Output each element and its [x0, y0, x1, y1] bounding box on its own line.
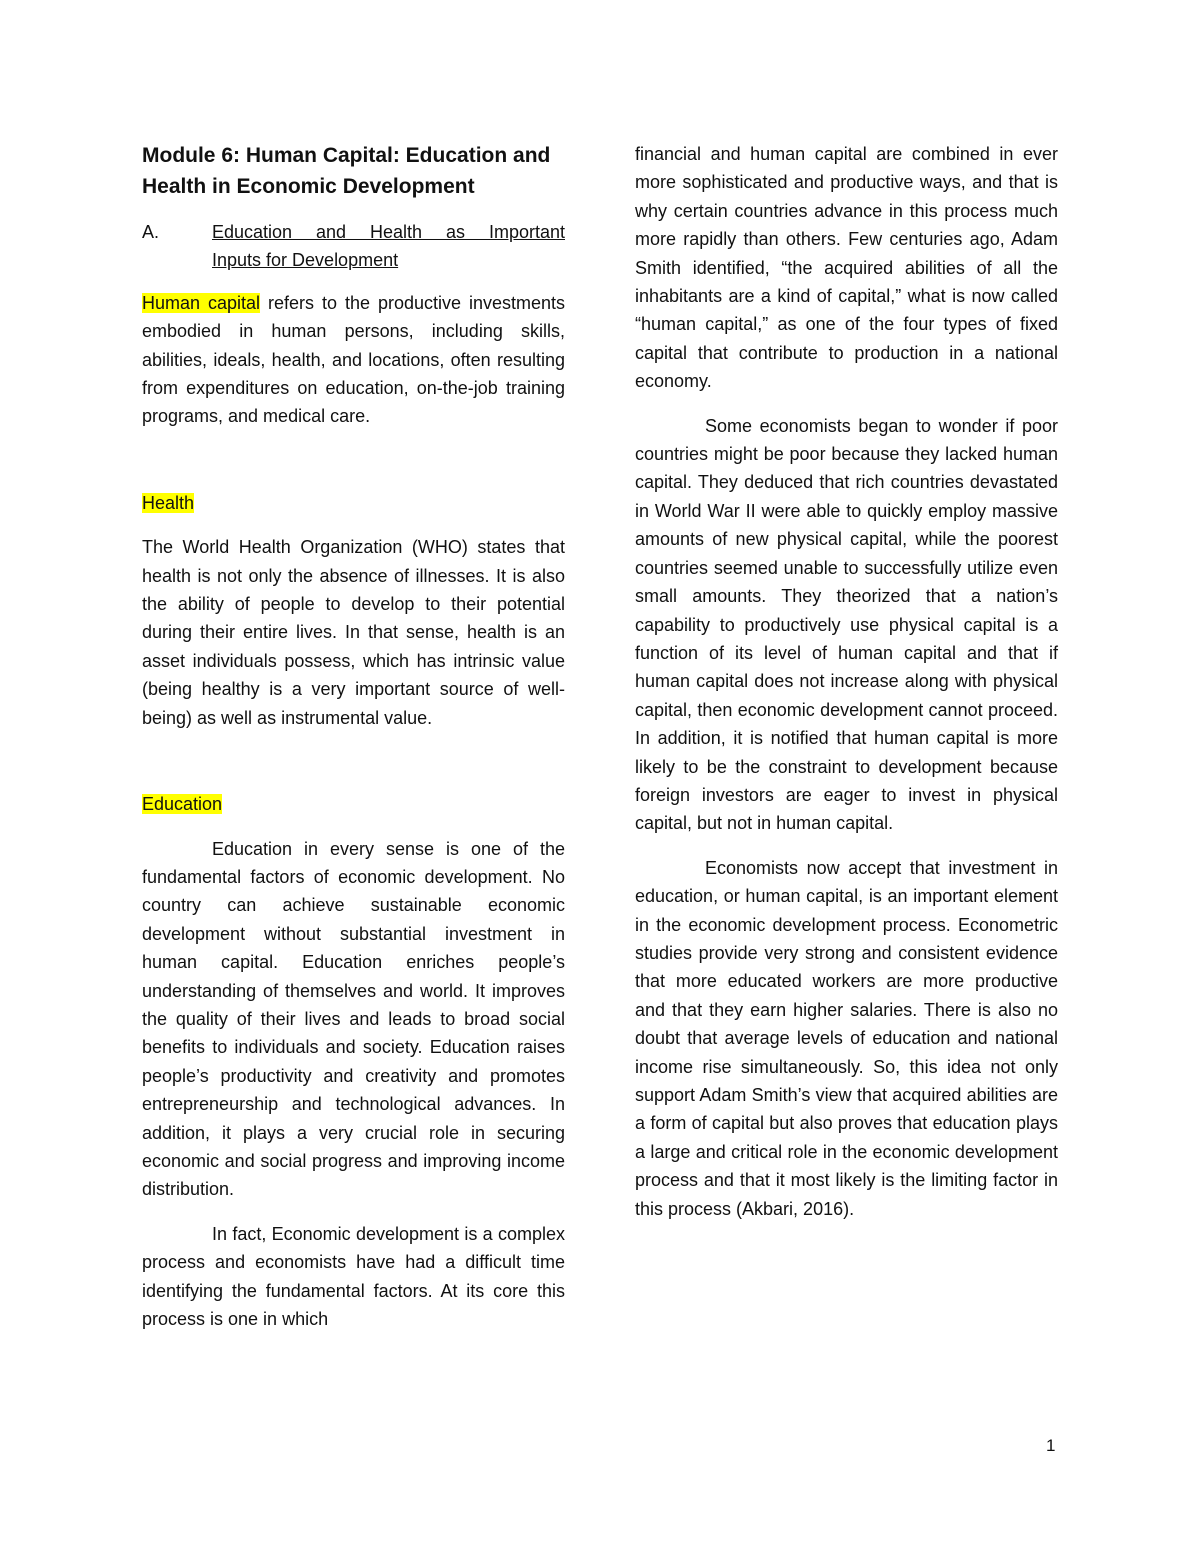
education-paragraph-2: In fact, Economic development is a complex process and economists have had a difficult time identifying the fundamental factors. At its core this process is one in which	[142, 1223, 565, 1329]
continued-paragraph: financial and human capital are combined in ever more sophisticated and productive ways, and that is why certain countries advance in this process much more rapidly than others. Few centuries ago, Adam Smith identified, “the acquired abilities of all the inhabitants are a kind of capital,” what is now called “human capital,” as one of the four types of fixed capital that contribute to production in a national economy.	[635, 144, 1058, 392]
education-heading: Education	[142, 794, 223, 815]
right-column	[635, 140, 1058, 1223]
human-capital-term: Human capital	[142, 292, 261, 313]
section-a-title-line1: Education and Health as Important	[212, 222, 565, 242]
some-economists-paragraph: Some economists began to wonder if poor countries might be poor because they lacked human capital. They deduced that rich countries devastated in World War II were able to quickly employ massive amounts of new physical capital, while the poorest countries seemed unable to successfully utilize even small amounts. They theorized that a nation’s capability to productively use physical capital is a function of its level of human capital and that if human capital does not increase along with physical capital, then economic development cannot proceed. In addition, it is notified that human capital is more likely to be the constraint to development because foreign investors are eager to invest in physical capital, but not in human capital.	[635, 415, 1058, 834]
section-a-marker: A.	[142, 222, 160, 242]
education-paragraph-1: Education in every sense is one of the fundamental factors of economic development. No country can achieve sustainable economic development without substantial investment in human capital. Education enriches people’s understanding of themselves and world. It improves the quality of their lives and leads to broad social benefits to individuals and society. Education raises people’s productivity and creativity and promotes entrepreneurship and technological advances. In addition, it plays a very crucial role in securing economic and social progress and improving income distribution.	[142, 838, 565, 1200]
left-column	[142, 140, 565, 1333]
section-a-title	[212, 218, 565, 275]
health-paragraph: The World Health Organization (WHO) states that health is not only the absence of illnesses. It is also the ability of people to develop to their potential during their entire lives. In that sense, health is an asset individuals possess, which has intrinsic value (being healthy is a very important source of well-being) as well as instrumental value.	[142, 537, 565, 728]
section-a-title-line2: Inputs for Development	[212, 250, 399, 271]
page-number: 1	[1046, 1436, 1056, 1455]
human-capital-paragraph	[142, 289, 565, 431]
page-title: Module 6: Human Capital: Education and Health in Economic Development	[142, 144, 551, 198]
health-heading: Health	[142, 492, 195, 513]
economists-now-paragraph: Economists now accept that investment in education, or human capital, is an important element in the economic development process. Econometric studies provide very strong and consistent evidence that more educated workers are more productive and that they earn higher salaries. There is also no doubt that average levels of education and national income rise simultaneously. So, this idea not only support Adam Smith’s view that acquired abilities are a form of capital but also proves that education plays a large and critical role in the economic development process and that it most likely is the limiting factor in this process (Akbari, 2016).	[635, 857, 1058, 1219]
section-a-heading	[142, 218, 565, 275]
human-capital-definition: refers to the productive investments embodied in human persons, including skills, abilities, ideals, health, and locations, often resulting from expenditures on education, on-the-job training programs, and medical care.	[142, 292, 565, 427]
